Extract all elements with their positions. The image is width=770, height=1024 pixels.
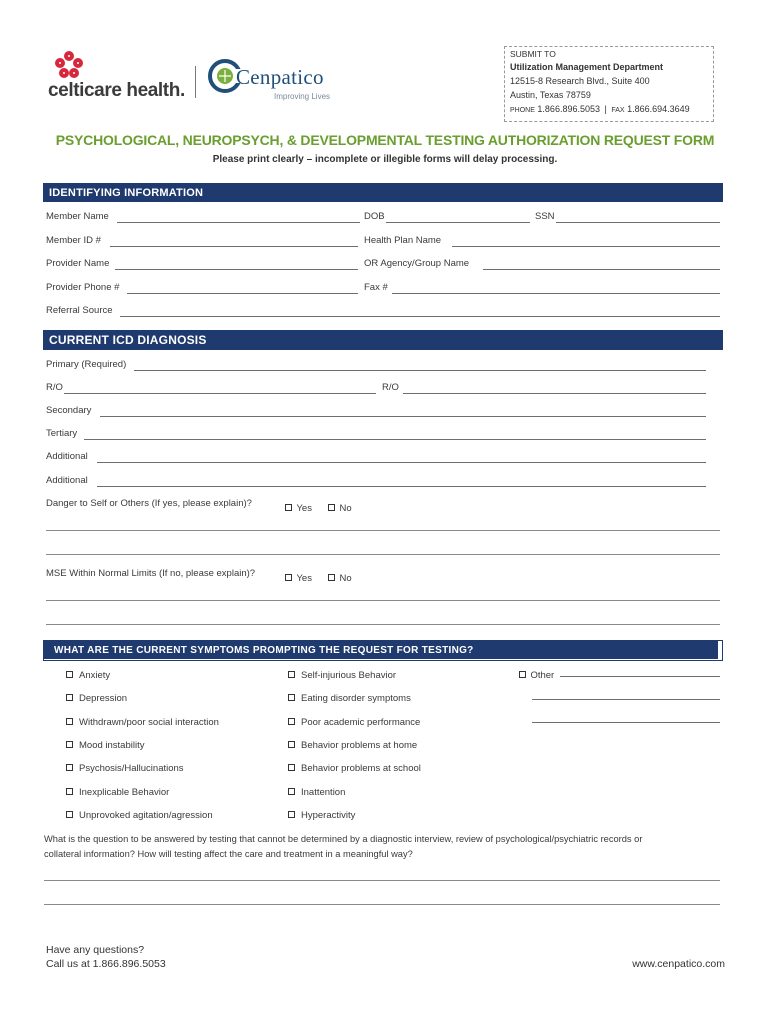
dob-field[interactable] <box>386 222 530 223</box>
fax-number: 1.866.694.3649 <box>627 104 690 114</box>
symptom-checkbox[interactable] <box>288 694 295 701</box>
footer-questions: Have any questions? <box>46 944 145 956</box>
member-id-label: Member ID # <box>46 235 101 246</box>
health-plan-name-field[interactable] <box>452 246 720 247</box>
ro-left-field[interactable] <box>64 393 376 394</box>
symptom-option[interactable] <box>66 712 219 730</box>
mse-explain-line-1[interactable] <box>46 600 720 601</box>
mse-yes-label: Yes <box>296 573 312 584</box>
tertiary-field[interactable] <box>84 439 706 440</box>
mse-yes-checkbox[interactable] <box>285 574 292 581</box>
provider-name-field[interactable] <box>115 269 358 270</box>
symptom-option[interactable] <box>288 782 345 800</box>
referral-source-field[interactable] <box>120 316 720 317</box>
symptom-label: Psychosis/Hallucinations <box>79 763 184 775</box>
symptom-option[interactable] <box>66 688 127 706</box>
symptom-label: Unprovoked agitation/agression <box>79 809 213 821</box>
additional-2-label: Additional <box>46 475 88 486</box>
address-line-1: 12515-8 Research Blvd., Suite 400 <box>510 76 650 86</box>
symptom-label: Hyperactivity <box>301 809 356 821</box>
ro-right-label: R/O <box>382 382 399 393</box>
symptom-checkbox[interactable] <box>66 811 73 818</box>
provider-name-label: Provider Name <box>46 258 110 269</box>
tertiary-label: Tertiary <box>46 428 78 439</box>
contact-separator: | <box>604 104 607 114</box>
form-subtitle: Please print clearly – incomplete or illegible forms will delay processing. <box>212 154 558 165</box>
danger-yes-option[interactable] <box>285 498 312 516</box>
department-name: Utilization Management Department <box>510 62 664 72</box>
provider-phone-field[interactable] <box>127 293 358 294</box>
danger-no-checkbox[interactable] <box>328 504 335 511</box>
ssn-label: SSN <box>535 211 555 222</box>
symptom-option[interactable] <box>66 758 184 776</box>
member-name-label: Member Name <box>46 211 109 222</box>
ssn-field[interactable] <box>556 222 720 223</box>
agency-group-name-field[interactable] <box>483 269 720 270</box>
other-field-line-3[interactable] <box>532 722 720 723</box>
cenpatico-wordmark: Cenpatico <box>236 65 324 89</box>
symptoms-header: WHAT ARE THE CURRENT SYMPTOMS PROMPTING THE REQUEST FOR TESTING? <box>44 641 718 659</box>
symptom-label: Depression <box>79 693 128 705</box>
symptom-checkbox[interactable] <box>288 718 295 725</box>
testing-answer-line-1[interactable] <box>44 880 720 881</box>
symptom-option[interactable] <box>66 665 110 683</box>
symptom-checkbox[interactable] <box>66 718 73 725</box>
ro-right-field[interactable] <box>403 393 706 394</box>
mse-explain-line-2[interactable] <box>46 624 720 625</box>
celticare-flower-icon <box>54 50 84 80</box>
phone-label: PHONE <box>510 107 535 114</box>
symptoms-header-frame <box>43 640 723 661</box>
symptom-checkbox[interactable] <box>288 741 295 748</box>
primary-field[interactable] <box>134 370 706 371</box>
health-plan-name-label: Health Plan Name <box>364 235 442 246</box>
celticare-wordmark: celticare health. <box>48 80 185 101</box>
member-name-field[interactable] <box>117 222 360 223</box>
footer-website[interactable]: www.cenpatico.com <box>632 958 725 970</box>
cenpatico-tagline: Improving Lives <box>274 92 331 101</box>
danger-question-label: Danger to Self or Others (If yes, please explain)? <box>46 498 252 509</box>
symptom-option[interactable] <box>66 805 213 823</box>
danger-no-option[interactable] <box>328 498 352 516</box>
symptom-checkbox[interactable] <box>66 764 73 771</box>
logo-divider <box>195 66 196 98</box>
additional-1-label: Additional <box>46 451 88 462</box>
testing-question-line-1: What is the question to be answered by testing that cannot be determined by a diagnostic interview, review of psychological/psychiatric records or <box>44 834 643 844</box>
member-id-field[interactable] <box>110 246 358 247</box>
symptom-label: Behavior problems at school <box>301 763 421 775</box>
symptom-label: Inattention <box>301 786 346 798</box>
other-field-line-1[interactable] <box>560 676 720 677</box>
secondary-field[interactable] <box>100 416 706 417</box>
symptom-label: Withdrawn/poor social interaction <box>79 716 219 728</box>
symptom-option[interactable] <box>288 712 420 730</box>
symptom-label: Mood instability <box>79 739 145 751</box>
symptom-checkbox[interactable] <box>66 788 73 795</box>
agency-group-name-label: OR Agency/Group Name <box>364 258 470 269</box>
symptom-option[interactable] <box>66 782 169 800</box>
symptom-checkbox[interactable] <box>66 671 73 678</box>
fax-field[interactable] <box>392 293 720 294</box>
symptom-label: Poor academic performance <box>301 716 421 728</box>
other-label: Other <box>530 670 555 681</box>
primary-label: Primary (Required) <box>46 359 127 370</box>
danger-yes-checkbox[interactable] <box>285 504 292 511</box>
other-option[interactable] <box>519 665 554 683</box>
provider-phone-label: Provider Phone # <box>46 282 120 293</box>
danger-no-label: No <box>339 503 352 514</box>
symptom-label: Self-injurious Behavior <box>301 670 397 681</box>
form-title: PSYCHOLOGICAL, NEUROPSYCH, & DEVELOPMENTAL TESTING AUTHORIZATION REQUEST FORM <box>55 132 715 148</box>
symptom-option[interactable] <box>66 735 144 753</box>
symptom-label: Eating disorder symptoms <box>301 693 411 705</box>
mse-no-checkbox[interactable] <box>328 574 335 581</box>
symptom-checkbox[interactable] <box>66 741 73 748</box>
symptom-checkbox[interactable] <box>66 694 73 701</box>
danger-explain-line-2[interactable] <box>46 554 720 555</box>
symptom-option[interactable] <box>288 805 355 823</box>
mse-no-option[interactable] <box>328 568 352 586</box>
symptom-checkbox[interactable] <box>288 788 295 795</box>
testing-answer-line-2[interactable] <box>44 904 720 905</box>
danger-yes-label: Yes <box>296 503 312 514</box>
symptom-label: Anxiety <box>79 670 111 681</box>
footer-call-us: Call us at 1.866.896.5053 <box>46 958 166 970</box>
fax-label: FAX <box>611 107 625 114</box>
submit-to-label: SUBMIT TO <box>510 49 556 59</box>
mse-no-label: No <box>339 573 352 584</box>
symptom-checkbox[interactable] <box>288 811 295 818</box>
testing-question-line-2: collateral information? How will testing affect the care and treatment in a meaningful way? <box>44 849 413 859</box>
referral-source-label: Referral Source <box>46 305 113 316</box>
secondary-label: Secondary <box>46 405 92 416</box>
ro-left-label: R/O <box>46 382 63 393</box>
mse-question-label: MSE Within Normal Limits (If no, please explain)? <box>46 568 256 579</box>
contact-line <box>510 104 690 114</box>
symptom-option[interactable] <box>288 735 417 753</box>
danger-explain-line-1[interactable] <box>46 530 720 531</box>
additional-1-field[interactable] <box>97 462 706 463</box>
symptom-option[interactable] <box>288 758 421 776</box>
fax-label: Fax # <box>364 282 388 293</box>
symptom-checkbox[interactable] <box>288 671 295 678</box>
dob-label: DOB <box>364 211 385 222</box>
symptom-option[interactable] <box>288 688 411 706</box>
identifying-information-header: IDENTIFYING INFORMATION <box>43 183 723 202</box>
mse-yes-option[interactable] <box>285 568 312 586</box>
symptom-checkbox[interactable] <box>288 764 295 771</box>
address-line-2: Austin, Texas 78759 <box>510 90 591 100</box>
submit-to-box <box>504 46 714 122</box>
additional-2-field[interactable] <box>97 486 706 487</box>
symptom-label: Behavior problems at home <box>301 739 418 751</box>
cenpatico-logo <box>208 57 343 107</box>
phone-number: 1.866.896.5053 <box>537 104 600 114</box>
symptom-option[interactable] <box>288 665 396 683</box>
celticare-logo <box>48 50 188 100</box>
other-field-line-2[interactable] <box>532 699 720 700</box>
symptom-label: Inexplicable Behavior <box>79 786 170 798</box>
other-checkbox[interactable] <box>519 671 526 678</box>
icd-diagnosis-header: CURRENT ICD DIAGNOSIS <box>43 330 723 350</box>
